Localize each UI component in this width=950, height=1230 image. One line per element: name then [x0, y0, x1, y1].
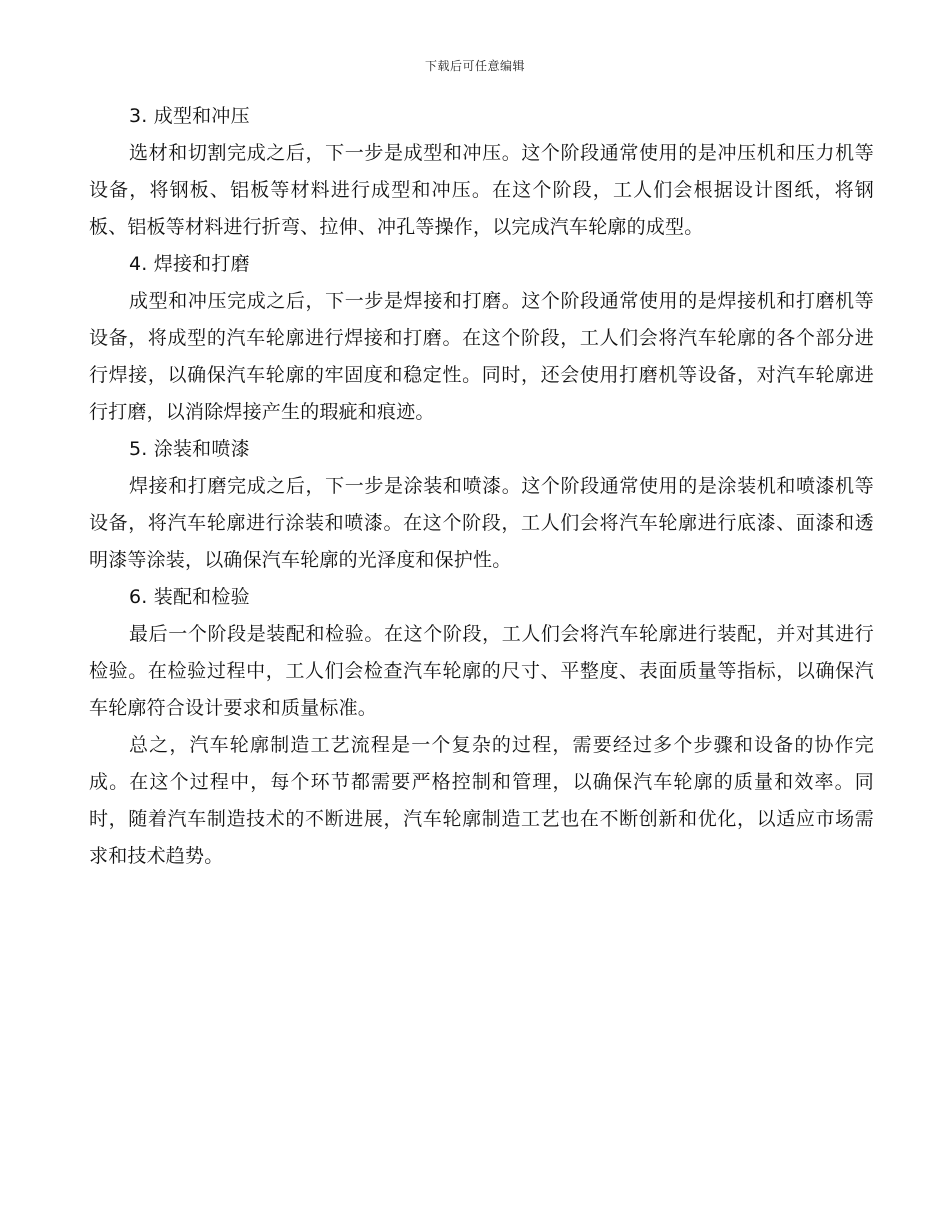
section-body-painting: 焊接和打磨完成之后，下一步是涂装和喷漆。这个阶段通常使用的是涂装机和喷漆机等设备，将汽车轮廓进行涂装和喷漆。在这个阶段，工人们会将汽车轮廓进行底漆、面漆和透明漆等涂装，以确保汽车轮廓的光泽度和保护性。 — [89, 475, 874, 571]
section-body-assembly: 最后一个阶段是装配和检验。在这个阶段，工人们会将汽车轮廓进行装配，并对其进行检验。在检验过程中，工人们会检查汽车轮廓的尺寸、平整度、表面质量等指标，以确保汽车轮廓符合设计要求和质量标准。 — [89, 623, 874, 719]
section-heading-welding: 4. 焊接和打磨 — [129, 253, 250, 275]
section-body-welding: 成型和冲压完成之后，下一步是焊接和打磨。这个阶段通常使用的是焊接机和打磨机等设备，将成型的汽车轮廓进行焊接和打磨。在这个阶段，工人们会将汽车轮廓的各个部分进行焊接，以确保汽车轮廓的牢固度和稳定性。同时，还会使用打磨机等设备，对汽车轮廓进行打磨，以消除焊接产生的瑕疵和痕迹。 — [89, 290, 874, 423]
section-heading-assembly: 6. 装配和检验 — [129, 586, 250, 608]
section-heading-forming: 3. 成型和冲压 — [129, 105, 250, 127]
section-heading-painting: 5. 涂装和喷漆 — [129, 438, 250, 460]
document-body — [89, 98, 874, 875]
conclusion-paragraph: 总之，汽车轮廓制造工艺流程是一个复杂的过程，需要经过多个步骤和设备的协作完成。在这个过程中，每个环节都需要严格控制和管理，以确保汽车轮廓的质量和效率。同时，随着汽车制造技术的不断进展，汽车轮廓制造工艺也在不断创新和优化，以适应市场需求和技术趋势。 — [89, 734, 874, 867]
section-body-forming: 选材和切割完成之后，下一步是成型和冲压。这个阶段通常使用的是冲压机和压力机等设备，将钢板、铝板等材料进行成型和冲压。在这个阶段，工人们会根据设计图纸，将钢板、铝板等材料进行折弯、拉伸、冲孔等操作，以完成汽车轮廓的成型。 — [89, 142, 874, 238]
download-edit-note: 下载后可任意编辑 — [424, 59, 525, 73]
